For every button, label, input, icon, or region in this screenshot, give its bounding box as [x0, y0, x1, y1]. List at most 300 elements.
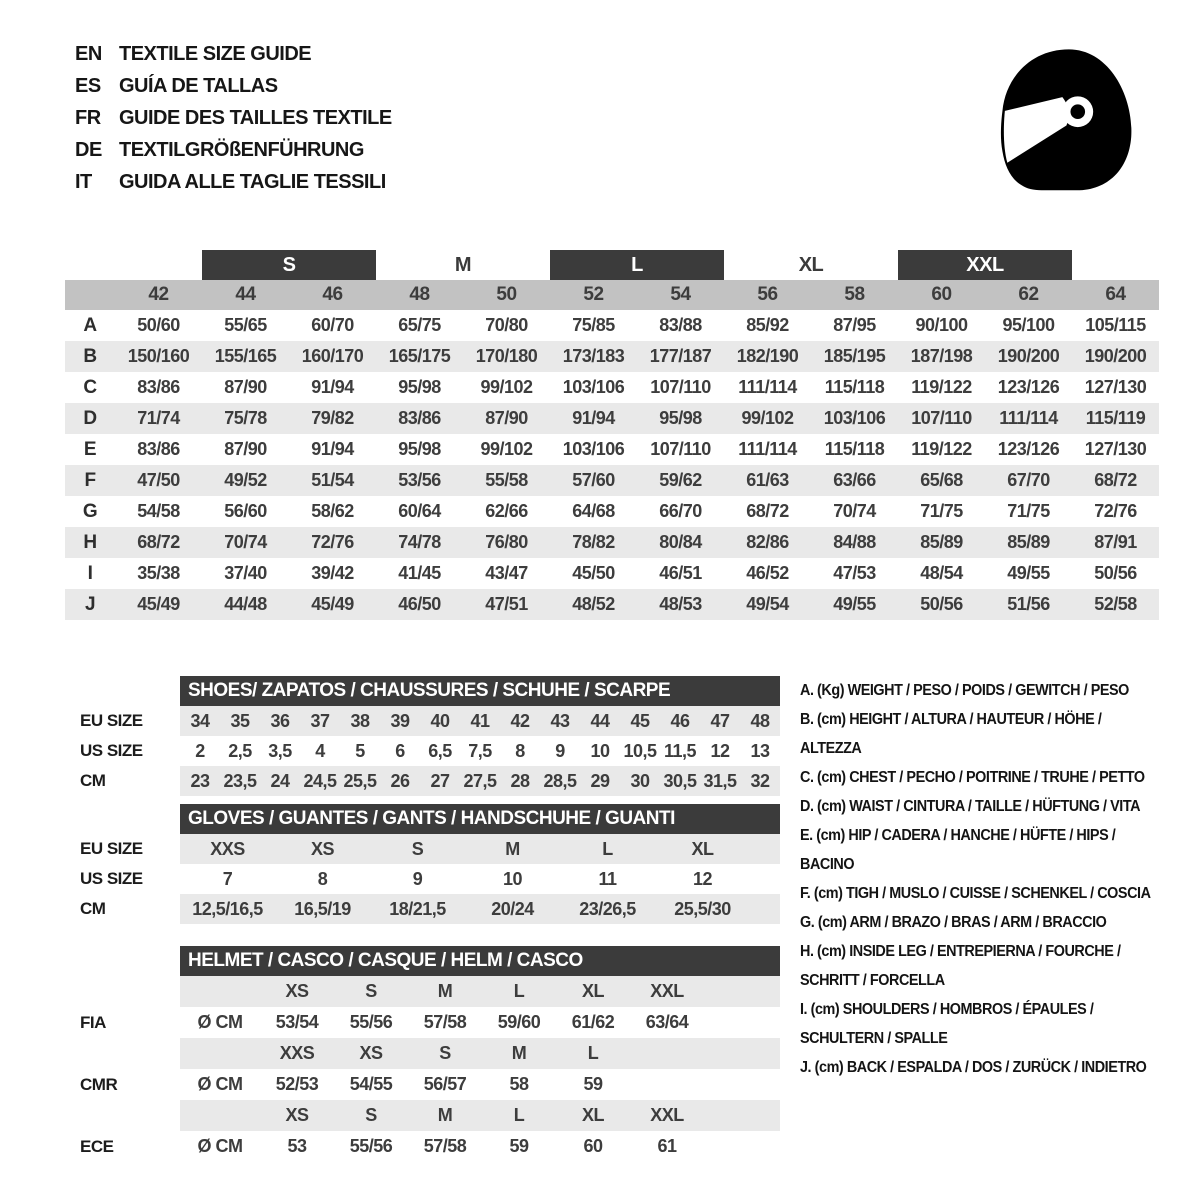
size-cell: 75/85	[572, 315, 615, 335]
size-cell: 87/91	[1094, 532, 1137, 552]
size-cell: 27	[430, 770, 450, 791]
size-cell: 7,5	[468, 740, 492, 761]
size-cell: 99/102	[480, 439, 533, 459]
helmet-size-header: XS	[359, 1043, 383, 1063]
size-cell: 79/82	[311, 408, 354, 428]
size-cell: 83/86	[137, 439, 180, 459]
size-cell: 123/126	[997, 439, 1060, 459]
size-cell: 49/55	[1007, 563, 1050, 583]
size-cell: XXS	[210, 838, 245, 859]
size-cell: 65/75	[398, 315, 441, 335]
table-row	[65, 496, 1159, 527]
size-cell: 50/56	[1094, 563, 1137, 583]
table-row	[65, 434, 1159, 465]
helmet-table-body	[60, 976, 780, 1162]
size-cell: 49/54	[746, 594, 789, 614]
size-cell: 26	[390, 770, 410, 791]
size-cell: 78/82	[572, 532, 615, 552]
size-cell: 170/180	[475, 346, 538, 366]
size-cell: 59	[583, 1074, 603, 1094]
size-cell: 28	[510, 770, 530, 791]
helmet-values	[180, 1007, 780, 1038]
column-header: 58	[844, 284, 865, 305]
table-row	[60, 894, 780, 924]
unit-label: Ø CM	[197, 1136, 243, 1156]
helmet-size-headers	[180, 976, 780, 1007]
size-cell: 42	[510, 710, 530, 731]
size-cell: 23,5	[223, 770, 257, 791]
helmet-size-header: M	[437, 1105, 453, 1125]
size-cell: 99/102	[741, 408, 794, 428]
size-cell: 11,5	[663, 740, 697, 761]
helmet-size-header: XXL	[650, 981, 684, 1001]
size-cell: 155/165	[214, 346, 277, 366]
size-cell: 31,5	[703, 770, 737, 791]
size-cell: 6	[395, 740, 405, 761]
size-cell: 68/72	[746, 501, 789, 521]
unit-label: Ø CM	[197, 1012, 243, 1032]
size-cell: 29	[590, 770, 610, 791]
size-cell: 30	[630, 770, 650, 791]
size-cell: 5	[355, 740, 365, 761]
language-code: DE	[75, 139, 102, 161]
shoes-section	[60, 676, 780, 796]
legend-list	[800, 676, 1160, 1162]
size-cell: 48/52	[572, 594, 615, 614]
legend-item: G. (cm) ARM / BRAZO / BRAS / ARM / BRACCIO	[800, 914, 1107, 931]
size-cell: 107/110	[650, 439, 711, 459]
racing-helmet-icon	[980, 38, 1148, 200]
size-cell: 72/76	[1094, 501, 1137, 521]
size-cell: 55/56	[349, 1012, 393, 1032]
row-label: E	[83, 438, 97, 460]
size-cell: 9	[555, 740, 565, 761]
size-cell: 91/94	[311, 439, 354, 459]
size-cell: 10	[502, 868, 523, 889]
size-cell: 40	[430, 710, 450, 731]
standard-label: FIA	[80, 1012, 106, 1032]
size-group-XL: XL	[798, 253, 824, 276]
size-cell: 35	[230, 710, 250, 731]
helmet-section	[60, 946, 780, 1162]
guide-title: TEXTILGRÖßENFÜHRUNG	[119, 139, 364, 161]
size-cell: 82/86	[746, 532, 789, 552]
size-cell: 95/98	[398, 439, 441, 459]
size-cell: 83/86	[137, 377, 180, 397]
size-cell: 95/98	[398, 377, 441, 397]
language-code: FR	[75, 107, 101, 129]
table-row	[60, 864, 780, 894]
size-cell: 75/78	[224, 408, 267, 428]
size-cell: 9	[412, 868, 423, 889]
size-cell: 127/130	[1084, 377, 1147, 397]
size-cell: 107/110	[650, 377, 711, 397]
size-cell: 53/56	[398, 470, 441, 490]
row-label: D	[83, 407, 97, 429]
size-cell: 80/84	[659, 532, 702, 552]
size-cell: 103/106	[562, 439, 625, 459]
size-cell: 59/62	[659, 470, 702, 490]
textile-size-group-row	[65, 250, 1159, 280]
language-code: EN	[75, 43, 102, 65]
size-cell: 187/198	[910, 346, 973, 366]
size-cell: 23/26,5	[579, 898, 636, 919]
size-cell: 190/200	[997, 346, 1060, 366]
size-cell: 12	[710, 740, 730, 761]
size-cell: 47	[710, 710, 730, 731]
size-cell: 46/50	[398, 594, 441, 614]
legend-item: D. (cm) WAIST / CINTURA / TAILLE / HÜFTUNG / VITA	[800, 798, 1141, 815]
helmet-size-header: XS	[285, 981, 309, 1001]
gloves-table-body	[60, 834, 780, 924]
size-cell: 12,5/16,5	[192, 898, 263, 919]
helmet-size-header: XXL	[650, 1105, 684, 1125]
size-cell: 60/64	[398, 501, 441, 521]
size-cell: 48/54	[920, 563, 963, 583]
size-cell: XS	[310, 838, 334, 859]
size-cell: 55/65	[224, 315, 267, 335]
textile-table-body	[65, 310, 1159, 620]
size-cell: 62/66	[485, 501, 528, 521]
size-cell: 173/183	[562, 346, 625, 366]
size-cell: 66/70	[659, 501, 702, 521]
helmet-size-header: M	[437, 981, 453, 1001]
size-cell: 87/90	[224, 439, 267, 459]
size-cell: 91/94	[572, 408, 615, 428]
size-group-spacer	[1072, 250, 1159, 280]
language-row	[75, 102, 392, 134]
column-header: 46	[322, 284, 343, 305]
size-cell: 43	[550, 710, 570, 731]
legend-item: H. (cm) INSIDE LEG / ENTREPIERNA / FOURCHE / SCHRITT / FORCELLA	[800, 943, 1121, 989]
size-values	[180, 834, 780, 864]
textile-size-table	[65, 250, 1159, 620]
helmet-values-row	[60, 1131, 780, 1162]
size-cell: 71/75	[920, 501, 963, 521]
language-row	[75, 166, 392, 198]
size-cell: 28,5	[543, 770, 577, 791]
size-cell: 59	[509, 1136, 529, 1156]
size-cell: 119/122	[911, 377, 972, 397]
helmet-values	[180, 1131, 780, 1162]
size-cell: 47/51	[485, 594, 528, 614]
size-cell: 63/64	[645, 1012, 689, 1032]
table-row	[65, 558, 1159, 589]
row-label: F	[84, 469, 96, 491]
size-cell: 61	[657, 1136, 677, 1156]
legend-item: J. (cm) BACK / ESPALDA / DOS / ZURÜCK / INDIETRO	[800, 1059, 1147, 1076]
legend-item: F. (cm) TIGH / MUSLO / CUISSE / SCHENKEL / COSCIA	[800, 885, 1151, 902]
size-cell: 70/74	[833, 501, 876, 521]
size-cell: 53/54	[275, 1012, 319, 1032]
size-cell: 95/100	[1002, 315, 1055, 335]
size-cell: 50/60	[137, 315, 180, 335]
size-cell: 7	[222, 868, 233, 889]
size-cell: 76/80	[485, 532, 528, 552]
size-cell: XL	[691, 838, 714, 859]
size-cell: 44	[590, 710, 610, 731]
size-cell: 115/118	[824, 377, 885, 397]
table-row	[65, 403, 1159, 434]
size-cell: 23	[190, 770, 210, 791]
standard-label: ECE	[80, 1136, 114, 1156]
size-cell: 20/24	[491, 898, 534, 919]
size-cell: 10	[590, 740, 610, 761]
size-cell: 58	[509, 1074, 529, 1094]
size-cell: 12	[692, 868, 713, 889]
guide-title: GUÍA DE TALLAS	[119, 75, 278, 97]
column-header: 56	[757, 284, 778, 305]
size-cell: 32	[750, 770, 770, 791]
helmet-size-header: XL	[581, 1105, 604, 1125]
size-cell: 3,5	[268, 740, 292, 761]
table-row	[60, 766, 780, 796]
size-cell: 45/50	[572, 563, 615, 583]
size-cell: 37	[310, 710, 330, 731]
size-cell: M	[505, 838, 520, 859]
language-row	[75, 134, 392, 166]
column-header: 60	[931, 284, 952, 305]
table-row	[60, 736, 780, 766]
helmet-sizes-row	[60, 976, 780, 1007]
size-cell: 68/72	[137, 532, 180, 552]
size-cell: 44/48	[224, 594, 267, 614]
size-group-XXL: XXL	[898, 250, 1072, 280]
size-cell: 25,5	[343, 770, 377, 791]
size-cell: 85/92	[746, 315, 789, 335]
size-values	[180, 864, 780, 894]
size-cell: 49/55	[833, 594, 876, 614]
size-cell: 50/56	[920, 594, 963, 614]
size-cell: 24	[270, 770, 290, 791]
size-cell: 87/95	[833, 315, 876, 335]
size-cell: 67/70	[1007, 470, 1050, 490]
size-cell: 74/78	[398, 532, 441, 552]
column-header: 48	[409, 284, 430, 305]
size-cell: 150/160	[127, 346, 190, 366]
accessory-tables	[60, 676, 780, 1162]
size-cell: 115/119	[1085, 408, 1146, 428]
size-cell: 47/50	[137, 470, 180, 490]
size-cell: 60/70	[311, 315, 354, 335]
size-cell: 36	[270, 710, 290, 731]
row-label: EU SIZE	[80, 711, 143, 730]
helmet-size-header: XL	[581, 981, 604, 1001]
shoes-section-title: SHOES/ ZAPATOS / CHAUSSURES / SCHUHE / SCARPE	[180, 676, 780, 706]
row-label: H	[83, 531, 97, 553]
row-label: B	[83, 345, 97, 367]
helmet-values	[180, 1069, 780, 1100]
column-header: 62	[1018, 284, 1039, 305]
size-cell: 63/66	[833, 470, 876, 490]
size-cell: 70/74	[224, 532, 267, 552]
size-cell: 55/58	[485, 470, 528, 490]
size-cell: 99/102	[480, 377, 533, 397]
size-cell: 8	[317, 868, 328, 889]
size-cell: 56/60	[224, 501, 267, 521]
size-cell: 87/90	[485, 408, 528, 428]
size-cell: 68/72	[1094, 470, 1137, 490]
row-label: EU SIZE	[80, 839, 143, 858]
size-cell: 123/126	[997, 377, 1060, 397]
column-header: 44	[235, 284, 256, 305]
size-cell: 46/51	[659, 563, 702, 583]
textile-column-header-row	[65, 280, 1159, 310]
page-header	[0, 0, 1200, 200]
guide-title: TEXTILE SIZE GUIDE	[119, 43, 312, 65]
size-cell: 11	[598, 868, 617, 889]
size-cell: 48	[750, 710, 770, 731]
legend-item: C. (cm) CHEST / PECHO / POITRINE / TRUHE / PETTO	[800, 769, 1145, 786]
column-header: 50	[496, 284, 517, 305]
size-cell: 2,5	[228, 740, 252, 761]
size-values	[180, 706, 780, 736]
size-group-spacer	[115, 250, 202, 280]
size-cell: 13	[750, 740, 770, 761]
helmet-size-header: L	[513, 981, 525, 1001]
size-cell: 83/86	[398, 408, 441, 428]
size-cell: 165/175	[388, 346, 451, 366]
column-header: 64	[1105, 284, 1126, 305]
helmet-size-header: XS	[285, 1105, 309, 1125]
size-cell: 18/21,5	[389, 898, 446, 919]
table-row	[65, 341, 1159, 372]
size-cell: 182/190	[736, 346, 799, 366]
size-cell: 51/54	[311, 470, 354, 490]
table-row	[60, 834, 780, 864]
size-cell: 85/89	[920, 532, 963, 552]
size-cell: 60	[583, 1136, 603, 1156]
row-label: G	[82, 500, 98, 522]
helmet-size-header: S	[365, 1105, 377, 1125]
size-cell: 51/56	[1007, 594, 1050, 614]
size-cell: 56/57	[423, 1074, 467, 1094]
table-row	[65, 310, 1159, 341]
size-cell: 91/94	[311, 377, 354, 397]
row-label: CM	[80, 771, 106, 790]
size-cell: 61/62	[571, 1012, 615, 1032]
size-group-L: L	[550, 250, 724, 280]
language-titles	[75, 38, 392, 198]
column-header: 54	[670, 284, 691, 305]
guide-title: GUIDE DES TAILLES TEXTILE	[119, 107, 392, 129]
size-cell: 103/106	[823, 408, 886, 428]
size-cell: 85/89	[1007, 532, 1050, 552]
size-group-S: S	[202, 250, 376, 280]
row-label: A	[83, 314, 97, 336]
size-cell: 57/58	[423, 1012, 467, 1032]
size-cell: 37/40	[224, 563, 267, 583]
size-cell: 39/42	[311, 563, 354, 583]
size-cell: 177/187	[649, 346, 712, 366]
size-values	[180, 736, 780, 766]
size-cell: 127/130	[1084, 439, 1147, 459]
size-cell: 39	[390, 710, 410, 731]
size-cell: 46	[670, 710, 690, 731]
table-row	[65, 372, 1159, 403]
column-header: 52	[583, 284, 604, 305]
size-cell: 57/60	[572, 470, 615, 490]
size-cell: 107/110	[911, 408, 972, 428]
legend-item: I. (cm) SHOULDERS / HOMBROS / ÉPAULES / SCHULTERN / SPALLE	[800, 1001, 1094, 1047]
unit-label: Ø CM	[197, 1074, 243, 1094]
size-cell: 105/115	[1085, 315, 1146, 335]
size-cell: 45/49	[311, 594, 354, 614]
size-cell: 2	[195, 740, 205, 761]
size-cell: 72/76	[311, 532, 354, 552]
row-label: CM	[80, 899, 106, 918]
language-row	[75, 70, 392, 102]
size-cell: 65/68	[920, 470, 963, 490]
row-label: US SIZE	[80, 741, 143, 760]
size-cell: 16,5/19	[294, 898, 351, 919]
size-cell: 58/62	[311, 501, 354, 521]
size-cell: 45/49	[137, 594, 180, 614]
size-cell: L	[602, 838, 613, 859]
helmet-size-header: L	[513, 1105, 525, 1125]
gloves-section	[60, 804, 780, 924]
helmet-size-headers	[180, 1038, 780, 1069]
size-cell: 185/195	[823, 346, 886, 366]
size-cell: 111/114	[999, 408, 1058, 428]
helmet-size-header: L	[587, 1043, 599, 1063]
size-cell: 24,5	[303, 770, 337, 791]
size-cell: 52/53	[275, 1074, 319, 1094]
size-cell: 52/58	[1094, 594, 1137, 614]
table-row	[65, 465, 1159, 496]
helmet-size-header: S	[365, 981, 377, 1001]
size-cell: 46/52	[746, 563, 789, 583]
row-label: C	[83, 376, 97, 398]
size-cell: 160/170	[301, 346, 364, 366]
size-cell: 95/98	[659, 408, 702, 428]
size-cell: 49/52	[224, 470, 267, 490]
size-cell: 27,5	[463, 770, 497, 791]
size-cell: 111/114	[738, 439, 797, 459]
size-cell: 119/122	[911, 439, 972, 459]
size-cell: 64/68	[572, 501, 615, 521]
size-cell: 45	[630, 710, 650, 731]
legend-item: B. (cm) HEIGHT / ALTURA / HAUTEUR / HÖHE / ALTEZZA	[800, 711, 1102, 757]
size-cell: 61/63	[746, 470, 789, 490]
helmet-size-header: XXS	[279, 1043, 315, 1063]
size-cell: 48/53	[659, 594, 702, 614]
standard-label: CMR	[80, 1074, 118, 1094]
size-cell: 84/88	[833, 532, 876, 552]
size-cell: 59/60	[497, 1012, 541, 1032]
size-cell: 71/75	[1007, 501, 1050, 521]
size-cell: 55/56	[349, 1136, 393, 1156]
language-code: ES	[75, 75, 101, 97]
helmet-sizes-row	[60, 1100, 780, 1131]
size-cell: 41	[470, 710, 490, 731]
helmet-sizes-row	[60, 1038, 780, 1069]
size-values	[180, 766, 780, 796]
language-code: IT	[75, 171, 92, 193]
helmet-size-header: S	[439, 1043, 451, 1063]
size-cell: 90/100	[915, 315, 968, 335]
size-values	[180, 894, 780, 924]
size-cell: 54/58	[137, 501, 180, 521]
size-cell: 53	[287, 1136, 307, 1156]
helmet-size-headers	[180, 1100, 780, 1131]
guide-title: GUIDA ALLE TAGLIE TESSILI	[119, 171, 386, 193]
helmet-size-header: M	[511, 1043, 527, 1063]
size-cell: 41/45	[398, 563, 441, 583]
size-cell: 34	[190, 710, 210, 731]
helmet-values-row	[60, 1007, 780, 1038]
size-cell: 8	[515, 740, 525, 761]
